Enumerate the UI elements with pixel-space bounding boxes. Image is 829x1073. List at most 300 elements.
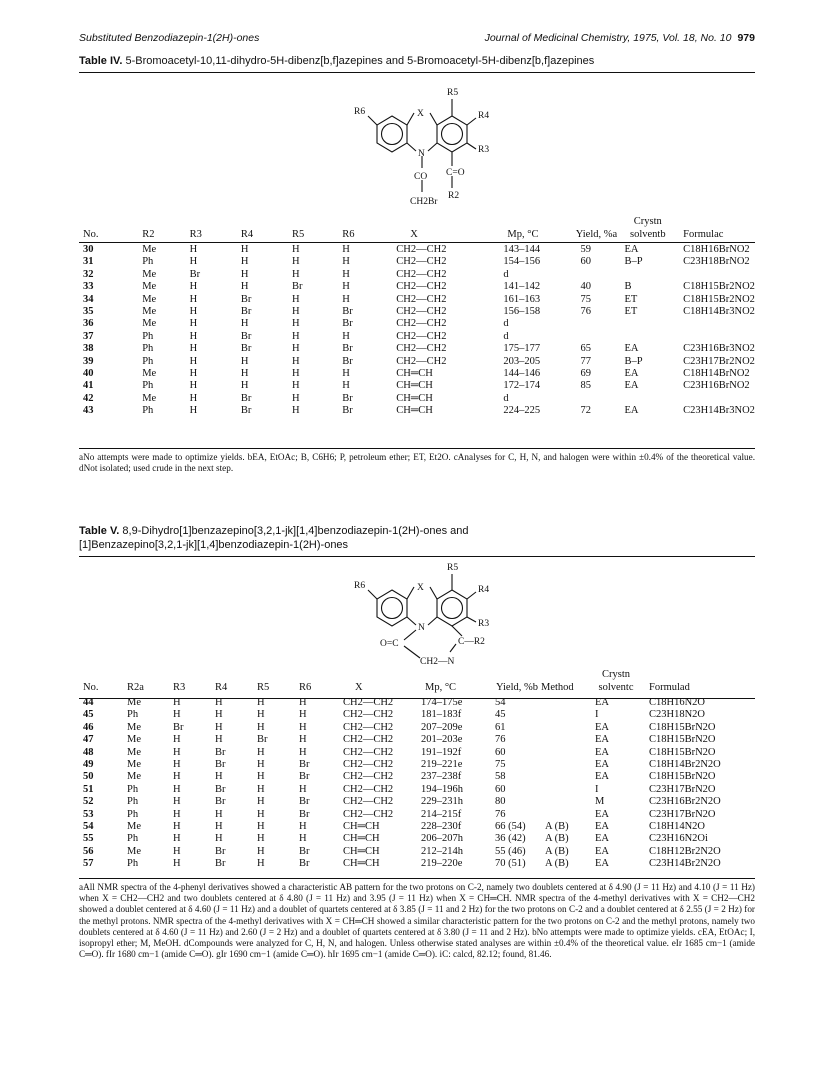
table-cell: H — [173, 821, 181, 833]
table-cell: EA — [624, 244, 639, 255]
table-cell: 75 — [580, 293, 591, 305]
compound-number-cell: 30 — [83, 244, 94, 255]
compound-number-cell: 42 — [83, 392, 94, 404]
table-v-caption — [79, 524, 755, 552]
table-cell: H — [189, 318, 198, 330]
ch2-n-label: CH2—N — [420, 657, 455, 667]
table-cell — [618, 331, 677, 343]
table-cell — [677, 318, 755, 330]
table-cell: 154–156 — [503, 256, 541, 268]
table-cell: H — [189, 368, 198, 380]
table-cell: H — [189, 405, 198, 417]
table-cell: Me — [142, 368, 157, 380]
col-header: R5 — [291, 229, 305, 240]
col-header: R2a — [127, 682, 144, 693]
table-cell: H — [173, 697, 181, 708]
table-cell: 59 — [580, 244, 591, 255]
table-cell: 206–207h — [421, 833, 463, 845]
table-iv-structure — [340, 76, 520, 222]
table-cell: EA — [595, 821, 609, 833]
table-cell: ET — [624, 306, 638, 318]
table-iv-title: 5-Bromoacetyl-10,11-dihydro-5H-dibenz[b,f]azepines and 5-Bromoacetyl-5H-dibenz[b,f]azepines — [125, 55, 595, 67]
table-cell: H — [189, 244, 198, 255]
table-cell — [541, 734, 587, 746]
table-cell: EA — [595, 858, 609, 870]
table-cell: CH═CH — [396, 380, 433, 392]
col-header: R5 — [257, 682, 270, 693]
table-iv-header-row — [79, 209, 755, 241]
compound-number-cell: 45 — [83, 709, 94, 721]
table-cell: H — [299, 746, 307, 758]
table-cell: I — [595, 709, 599, 721]
table-cell: H — [299, 821, 307, 833]
compound-number-cell: 50 — [83, 771, 94, 783]
table-cell: C23H17BrN2O — [649, 783, 716, 795]
table-cell: Me — [142, 306, 157, 318]
table-cell: 77 — [580, 355, 591, 367]
col-header: No. — [83, 682, 99, 693]
compound-number-cell: 54 — [83, 821, 94, 833]
table-cell: C18H15Br2NO2 — [683, 281, 755, 293]
table-cell: CH═CH — [343, 821, 380, 833]
table-row — [79, 784, 755, 796]
table-cell: H — [257, 759, 265, 771]
table-cell: CH2—CH2 — [343, 721, 394, 733]
compound-number-cell: 41 — [83, 380, 94, 392]
table-cell: Br — [215, 845, 226, 857]
compound-number-cell: 35 — [83, 306, 94, 318]
table-v — [79, 666, 755, 871]
table-cell: 143–144 — [503, 244, 541, 255]
table-cell: Ph — [142, 405, 154, 417]
r5-label: R5 — [447, 563, 459, 573]
r4-label: R4 — [478, 585, 490, 595]
table-cell: H — [257, 721, 265, 733]
table-row — [79, 318, 755, 330]
table-cell — [575, 269, 619, 281]
table-cell: H — [342, 330, 350, 342]
col-header: Formulad — [649, 682, 690, 693]
ch2br-label: CH2Br — [410, 197, 438, 207]
table-cell: H — [173, 759, 181, 771]
col-header: R6 — [342, 229, 355, 240]
table-cell: C18H15Br2NO2 — [683, 293, 755, 305]
table-cell: Br — [342, 318, 353, 330]
table-cell: H — [291, 256, 300, 268]
table-cell: 80 — [495, 796, 506, 808]
table-cell: Br — [240, 343, 252, 355]
table-cell: d — [503, 330, 509, 342]
table-cell: H — [257, 858, 265, 870]
table-cell — [618, 318, 677, 330]
table-cell: Br — [215, 796, 226, 808]
col-header: X — [410, 229, 418, 240]
table-cell: EA — [624, 343, 639, 355]
table-cell: 60 — [580, 256, 591, 268]
table-cell: H — [291, 318, 300, 330]
table-cell: EA — [595, 759, 609, 771]
table-cell: ET — [624, 293, 638, 305]
table-cell: H — [291, 268, 300, 280]
table-cell: 224–225 — [503, 405, 541, 417]
table-row — [79, 694, 755, 709]
journal-citation — [485, 32, 755, 44]
table-cell: Me — [127, 759, 141, 771]
col-header: X — [355, 682, 363, 693]
table-cell: A (B) — [545, 821, 569, 833]
table-cell: H — [257, 821, 265, 833]
table-cell: Me — [127, 721, 141, 733]
table-cell: 60 — [495, 783, 506, 795]
table-cell: Br — [299, 796, 310, 808]
compound-number-cell: 32 — [83, 268, 94, 280]
table-row — [79, 269, 755, 281]
table-row — [79, 306, 755, 318]
table-cell: 40 — [580, 281, 591, 293]
table-cell: 76 — [580, 306, 591, 318]
table-cell: Br — [215, 746, 226, 758]
table-cell: H — [240, 256, 249, 268]
table-cell: H — [240, 368, 249, 380]
table-cell: 203–205 — [503, 355, 541, 367]
col-header: Yield, %b — [496, 682, 538, 693]
table-cell: C18H12Br2N2O — [649, 845, 721, 857]
table-row — [79, 393, 755, 405]
table-cell: H — [173, 783, 181, 795]
table-cell: 69 — [580, 368, 591, 380]
table-cell: H — [189, 355, 198, 367]
table-cell: 75 — [495, 759, 506, 771]
table-cell: Ph — [127, 796, 139, 808]
table-cell: H — [257, 746, 265, 758]
table-cell: CH2—CH2 — [396, 293, 447, 305]
table-cell: Br — [299, 845, 310, 857]
table-cell: Me — [142, 318, 157, 330]
table-cell: d — [503, 268, 509, 280]
table-cell: H — [215, 821, 223, 833]
table-cell: C18H14N2O — [649, 821, 706, 833]
col-header: Formulac — [683, 229, 724, 240]
table-cell: H — [257, 833, 265, 845]
co-label: CO — [414, 172, 428, 182]
table-cell: Ph — [142, 330, 154, 342]
table-cell — [541, 809, 587, 821]
table-cell: Br — [215, 858, 226, 870]
table-cell: H — [189, 256, 198, 268]
table-cell: Br — [342, 405, 353, 417]
table-cell: H — [291, 330, 300, 342]
table-cell: Br — [291, 281, 303, 293]
table-cell: C23H16N2Oi — [649, 833, 708, 845]
table-row — [79, 380, 755, 392]
table-cell: d — [503, 392, 509, 404]
x-label: X — [417, 109, 424, 119]
table-cell: M — [595, 796, 605, 808]
col-header: R2 — [142, 229, 155, 240]
table-cell: H — [257, 709, 265, 721]
table-cell: C23H16BrNO2 — [683, 380, 750, 392]
c-r2-label: C—R2 — [458, 637, 485, 647]
col-header: R3 — [189, 229, 202, 240]
table-cell: H — [342, 368, 350, 380]
table-iv-footnote: aNo attempts were made to optimize yields. bEA, EtOAc; B, C6H6; P, petroleum ether; ET, Et2O. cAnalyses for C, H, N, and halogen were within ±0.4% of the theoretical value. dNot isolated; used crude in the next step. — [79, 452, 755, 474]
table-cell: H — [299, 734, 307, 746]
r5-label: R5 — [447, 88, 459, 98]
table-v-header-rule — [79, 698, 755, 699]
table-cell: Me — [142, 244, 157, 255]
table-cell: 45 — [495, 709, 506, 721]
table-cell: 229–231h — [421, 796, 463, 808]
table-cell — [575, 331, 619, 343]
col-header: Method — [541, 682, 574, 693]
table-cell: A (B) — [545, 833, 569, 845]
table-cell: CH═CH — [343, 833, 380, 845]
table-v-label: Table V. — [79, 525, 120, 537]
table-cell: CH2—CH2 — [343, 796, 394, 808]
table-cell: EA — [624, 405, 639, 417]
table-cell: H — [257, 783, 265, 795]
table-cell: C18H16BrNO2 — [683, 244, 750, 255]
table-cell: 144–146 — [503, 368, 541, 380]
table-cell: Br — [299, 858, 310, 870]
o-c-label: O=C — [380, 639, 399, 649]
table-v-footnote: aAll NMR spectra of the 4-phenyl derivatives showed a characteristic AB pattern for the two protons on C-2, namely two doublets centered at δ 4.90 (J = 11 Hz) and 4.10 (J = 11 Hz) when X = CH2—CH2 and two doublets centered at δ 4.80 (J = 11 Hz) and 3.95 (J = 11 Hz) when X = CH═CH. NMR spectra of the 4-methyl derivatives with X = CH2—CH2 showed a doublet centered at δ 4.60 (J = 11 Hz) and a doublet of quartets centered at δ 3.85 (J = 11 and 2 Hz) for the two protons on C-2 and a doublet centered at δ 2.55 (J = 2 Hz) for the methyl protons. NMR spectra of the 4-methyl derivatives with X = CH═CH showed a similar characteristic pattern for the two protons on C-2 and the methyl protons, namely two doublets centered at δ 4.60 (J = 11 Hz) and 2.60 (J = 2 Hz) and a doublet of quartets centered at δ 3.80 (J = 11 and 2 Hz). bNo attempts were made to optimize yields. cEA, EtOAc; I, isopropyl ether; M, MeOH. dCompounds were analyzed for C, H, N, and halogen. Unless otherwise stated analyses are within ±0.4% of the theoretical value. eIr 1685 cm−1 (amide C═O). fIr 1680 cm−1 (amide C═O). gIr 1690 cm−1 (amide C═O). hIr 1695 cm−1 (amide C═O). iC: calcd, 82.12; found, 81.46. — [79, 882, 755, 960]
table-cell: CH2—CH2 — [343, 771, 394, 783]
col-header: Crystn solventb — [630, 216, 666, 240]
table-cell: CH2—CH2 — [343, 734, 394, 746]
table-v-structure — [328, 560, 528, 680]
table-cell: H — [173, 796, 181, 808]
table-cell: B–P — [624, 355, 643, 367]
table-cell: H — [299, 721, 307, 733]
col-header: R4 — [215, 682, 228, 693]
table-cell: CH2—CH2 — [343, 808, 394, 820]
table-cell: H — [240, 268, 249, 280]
table-row — [79, 331, 755, 343]
table-cell: A (B) — [545, 858, 569, 870]
table-cell: 201–203e — [421, 734, 463, 746]
table-cell: H — [342, 293, 350, 305]
table-row — [79, 368, 755, 380]
table-cell: Me — [127, 771, 141, 783]
table-v-title-line1: 8,9-Dihydro[1]benzazepino[3,2,1-jk][1,4]benzodiazepin-1(2H)-ones and — [122, 525, 469, 537]
table-cell — [677, 331, 755, 343]
table-row — [79, 734, 755, 746]
table-cell: C18H15BrN2O — [649, 721, 716, 733]
table-cell: H — [240, 244, 249, 255]
table-iv-top-rule — [79, 72, 755, 73]
table-cell: C23H17BrN2O — [649, 808, 716, 820]
table-cell: Ph — [142, 380, 154, 392]
table-cell: H — [291, 355, 300, 367]
table-cell: 61 — [495, 721, 506, 733]
compound-number-cell: 40 — [83, 368, 94, 380]
table-cell: H — [173, 746, 181, 758]
table-cell: Br — [299, 759, 310, 771]
table-cell — [575, 393, 619, 405]
running-title: Substituted Benzodiazepin-1(2H)-ones — [79, 32, 260, 44]
table-cell: Me — [142, 268, 157, 280]
col-header: Yield, %a — [575, 229, 618, 240]
table-v-header-row — [79, 666, 755, 694]
table-cell: Ph — [142, 355, 154, 367]
table-cell: H — [257, 845, 265, 857]
table-row — [79, 858, 755, 870]
compound-number-cell: 38 — [83, 343, 94, 355]
table-cell: EA — [624, 380, 639, 392]
table-cell — [541, 784, 587, 796]
compound-number-cell: 53 — [83, 808, 94, 820]
table-row — [79, 281, 755, 293]
compound-number-cell: 39 — [83, 355, 94, 367]
table-cell: 191–192f — [421, 746, 462, 758]
table-cell: H — [189, 392, 198, 404]
table-cell: H — [189, 330, 198, 342]
table-row — [79, 343, 755, 355]
table-cell: Me — [142, 392, 157, 404]
table-cell: EA — [595, 697, 609, 708]
table-cell: Me — [127, 821, 141, 833]
table-cell: H — [342, 281, 350, 293]
table-cell: Ph — [127, 808, 139, 820]
table-cell: Ph — [127, 858, 139, 870]
table-cell: H — [189, 343, 198, 355]
table-cell: Me — [127, 746, 141, 758]
table-cell: H — [215, 734, 223, 746]
table-cell: C23H18N2O — [649, 709, 706, 721]
table-cell: CH2—CH2 — [343, 783, 394, 795]
table-row — [79, 722, 755, 734]
table-cell: EA — [595, 734, 609, 746]
table-cell: 219–220e — [421, 858, 463, 870]
table-cell: H — [189, 293, 198, 305]
table-row — [79, 846, 755, 858]
table-cell: EA — [595, 771, 609, 783]
table-cell: C23H14Br3NO2 — [683, 405, 755, 417]
col-header: No. — [83, 229, 99, 240]
table-cell: H — [291, 368, 300, 380]
compound-number-cell: 46 — [83, 721, 94, 733]
table-cell: H — [173, 858, 181, 870]
table-row — [79, 833, 755, 845]
page-number: 979 — [737, 32, 755, 44]
table-cell: Br — [189, 268, 201, 280]
table-cell: Ph — [127, 709, 139, 721]
table-cell — [541, 759, 587, 771]
table-cell: C18H14BrNO2 — [683, 368, 750, 380]
table-row — [79, 256, 755, 268]
table-cell: H — [215, 709, 223, 721]
table-cell: 70 (51) — [495, 858, 526, 870]
compound-number-cell: 51 — [83, 783, 94, 795]
table-cell: Ph — [142, 343, 154, 355]
table-cell: CH═CH — [343, 845, 380, 857]
table-cell: Br — [240, 330, 252, 342]
table-cell: H — [291, 405, 300, 417]
table-cell: 58 — [495, 771, 506, 783]
table-cell: H — [299, 697, 307, 708]
table-cell: H — [215, 833, 223, 845]
table-cell: C23H14Br2N2O — [649, 858, 721, 870]
col-header: Mp, °C — [425, 682, 457, 693]
r3-label: R3 — [478, 145, 490, 155]
table-cell: Br — [173, 721, 184, 733]
table-cell: CH═CH — [396, 392, 433, 404]
table-cell: Br — [342, 343, 353, 355]
table-cell: CH2—CH2 — [343, 697, 394, 708]
table-cell: B–P — [624, 256, 643, 268]
table-cell: EA — [595, 746, 609, 758]
compound-number-cell: 34 — [83, 293, 94, 305]
table-cell: 172–174 — [503, 380, 541, 392]
table-cell: H — [173, 734, 181, 746]
table-cell: Br — [342, 392, 353, 404]
table-cell: d — [503, 318, 509, 330]
table-cell: 214–215f — [421, 808, 462, 820]
table-cell: C18H16N2O — [649, 697, 706, 708]
table-cell: Ph — [142, 256, 154, 268]
table-cell: H — [291, 343, 300, 355]
table-cell: H — [257, 796, 265, 808]
table-cell: 72 — [580, 405, 591, 417]
table-cell: CH2—CH2 — [396, 306, 447, 318]
compound-number-cell: 55 — [83, 833, 94, 845]
compound-number-cell: 57 — [83, 858, 94, 870]
table-cell: H — [189, 306, 198, 318]
table-cell: C23H16Br3NO2 — [683, 343, 755, 355]
table-cell — [541, 722, 587, 734]
table-cell: H — [342, 244, 350, 255]
table-cell: EA — [624, 368, 639, 380]
table-cell: EA — [595, 808, 609, 820]
table-cell: H — [342, 380, 350, 392]
table-cell — [541, 747, 587, 759]
table-cell: H — [215, 721, 223, 733]
table-cell: H — [240, 355, 249, 367]
table-row — [79, 356, 755, 368]
table-row — [79, 294, 755, 306]
compound-number-cell: 43 — [83, 405, 94, 417]
table-cell: 161–163 — [503, 293, 541, 305]
table-cell: C18H14Br3NO2 — [683, 306, 755, 318]
table-cell: A (B) — [545, 845, 569, 857]
compound-number-cell: 31 — [83, 256, 94, 268]
r6-label: R6 — [354, 107, 366, 117]
table-cell: C18H15BrN2O — [649, 734, 716, 746]
table-row — [79, 241, 755, 256]
table-cell: CH2—CH2 — [343, 709, 394, 721]
table-cell: 76 — [495, 734, 506, 746]
table-cell: CH2—CH2 — [343, 759, 394, 771]
table-cell: Br — [299, 771, 310, 783]
table-cell: Br — [299, 808, 310, 820]
table-cell: Me — [142, 281, 157, 293]
table-cell: H — [299, 833, 307, 845]
table-cell: C23H17Br2NO2 — [683, 355, 755, 367]
table-v-top-rule — [79, 556, 755, 557]
table-cell: H — [173, 845, 181, 857]
table-cell: Me — [127, 697, 141, 708]
table-cell: Br — [240, 306, 252, 318]
table-v-title-line2: [1]Benzazepino[3,2,1-jk][1,4]benzodiazepin-1(2H)-ones — [79, 539, 349, 551]
table-cell: H — [291, 244, 300, 255]
table-cell: H — [173, 808, 181, 820]
table-cell: CH═CH — [396, 405, 433, 417]
table-cell: Br — [240, 293, 252, 305]
r3-label: R3 — [478, 619, 490, 629]
table-cell: H — [299, 709, 307, 721]
table-cell: C18H15BrN2O — [649, 746, 716, 758]
